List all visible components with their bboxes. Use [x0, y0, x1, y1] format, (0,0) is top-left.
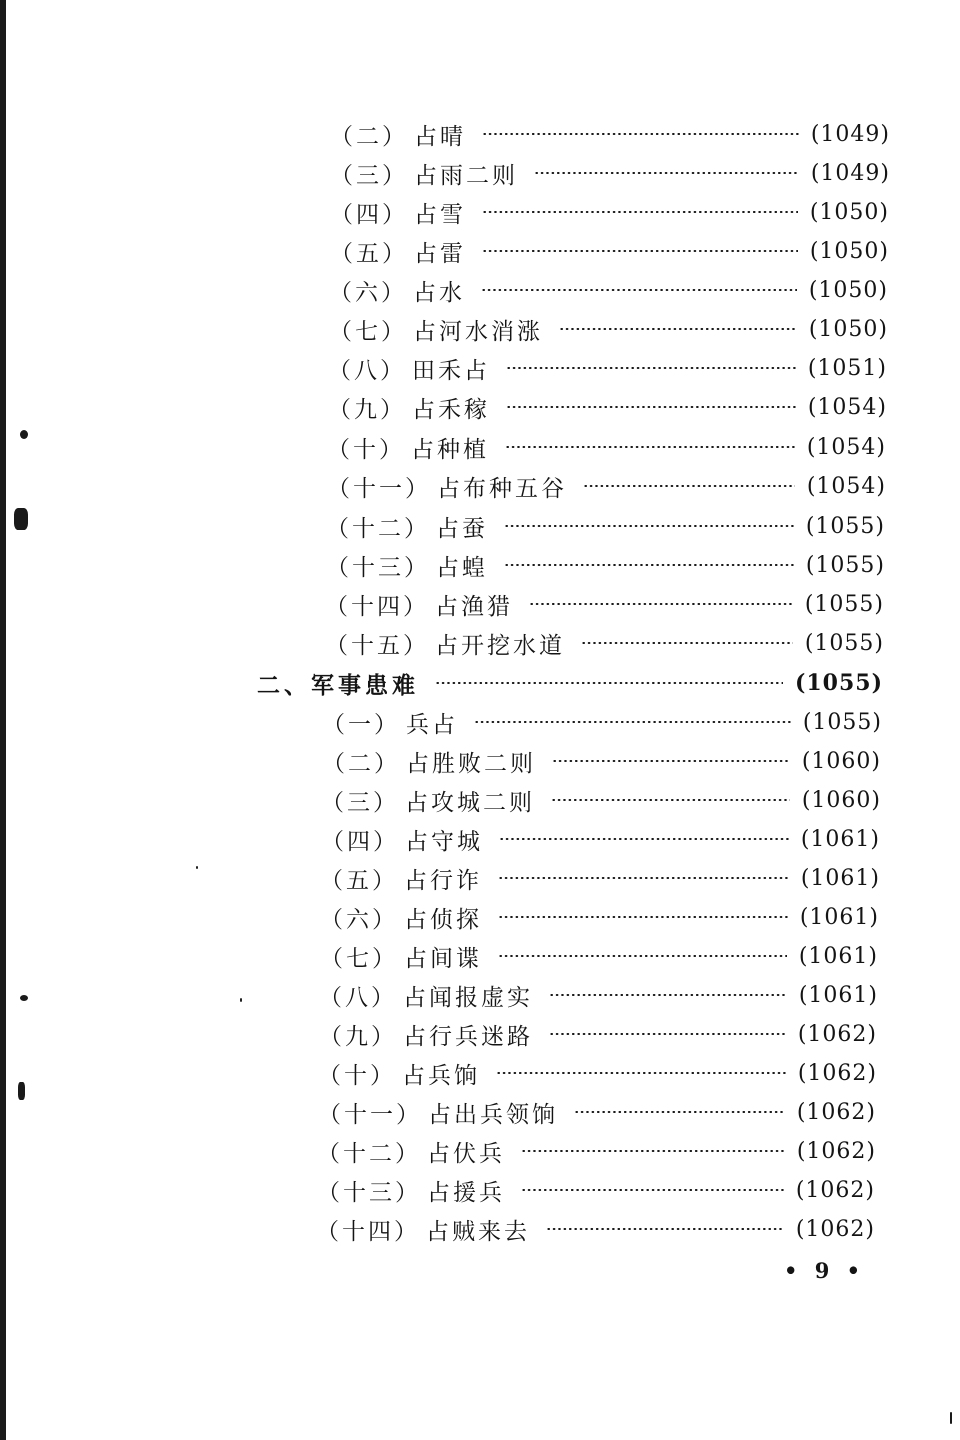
entry-number: （五） [330, 240, 408, 267]
toc-entry [325, 625, 884, 661]
toc-entry [322, 704, 882, 740]
entry-number: （七） [320, 945, 398, 972]
toc-entry [329, 272, 888, 308]
entry-title: 兵占 [406, 711, 458, 738]
entry-title: 占闻报虚实 [403, 984, 533, 1011]
dot-leader [496, 1072, 786, 1074]
entry-number: （一） [322, 711, 400, 738]
entry-page: (1062) [795, 1216, 875, 1242]
entry-title: 占开挖水道 [435, 632, 565, 659]
toc-entry [326, 508, 885, 544]
dot-leader [546, 1228, 784, 1230]
entry-title: 占贼来去 [426, 1218, 530, 1245]
dot-leader [482, 250, 798, 252]
toc-entry [327, 429, 886, 465]
entry-title: 占行诈 [404, 867, 482, 894]
toc-entry [321, 821, 880, 857]
entry-title: 田禾占 [412, 357, 490, 384]
scan-speck [20, 430, 28, 439]
dot-leader [506, 367, 796, 369]
toc-entry [322, 743, 881, 779]
entry-page: (1060) [801, 748, 881, 774]
entry-title: 占攻城二则 [405, 789, 535, 816]
entry-number: （八） [319, 984, 397, 1011]
scan-speck [240, 998, 242, 1002]
toc-entry [329, 311, 888, 347]
entry-number: （三） [330, 162, 408, 189]
entry-number: （六） [329, 279, 407, 306]
entry-title: 占侦探 [404, 906, 482, 933]
entry-page: (1055) [804, 630, 884, 656]
dot-leader [559, 328, 797, 330]
dot-leader [498, 877, 789, 879]
page-number: • 9 • [784, 1258, 866, 1283]
entry-page: (1061) [798, 943, 878, 969]
dot-leader [505, 446, 795, 448]
section-title: 二、军事患难 [257, 671, 419, 699]
entry-page: (1062) [797, 1021, 877, 1047]
entry-number: （十） [318, 1062, 396, 1089]
entry-number: （二） [330, 123, 408, 150]
scan-speck [196, 866, 198, 869]
dot-leader [482, 211, 798, 213]
dot-leader [552, 760, 790, 762]
entry-page: (1054) [806, 473, 886, 499]
entry-page: (1055) [802, 709, 882, 735]
entry-title: 占雪 [414, 201, 466, 228]
dot-leader [435, 682, 783, 684]
entry-title: 占蝗 [436, 554, 488, 581]
entry-title: 占出兵领饷 [428, 1101, 558, 1128]
entry-title: 占伏兵 [427, 1140, 505, 1167]
toc-entry [325, 586, 884, 622]
dot-leader [481, 289, 797, 291]
entry-title: 占蚕 [436, 515, 488, 542]
entry-page: (1054) [807, 394, 887, 420]
toc-entry [316, 1211, 875, 1247]
dot-leader [551, 799, 790, 801]
entry-page: (1062) [795, 1177, 875, 1203]
toc-entry [326, 547, 885, 583]
entry-title: 占种植 [411, 436, 489, 463]
toc-entry [330, 155, 890, 191]
entry-number: （五） [320, 867, 398, 894]
dot-leader [574, 1111, 785, 1113]
entry-number: （四） [321, 828, 399, 855]
toc-entry [321, 782, 881, 818]
entry-title: 占胜败二则 [406, 750, 536, 777]
entry-title: 占兵饷 [402, 1062, 480, 1089]
dot-leader [521, 1189, 784, 1191]
entry-number: （十二） [326, 515, 430, 542]
entry-number: （四） [330, 201, 408, 228]
toc-entry [317, 1172, 875, 1208]
entry-page: (1050) [808, 277, 888, 303]
dot-leader [504, 525, 794, 527]
entry-page: (1050) [809, 199, 889, 225]
entry-page: (1060) [801, 787, 881, 813]
entry-page: (1055) [805, 513, 885, 539]
entry-title: 占渔猎 [435, 593, 513, 620]
entry-title: 占间谍 [404, 945, 482, 972]
entry-page: (1061) [800, 826, 880, 852]
dot-leader [506, 406, 796, 408]
entry-page: (1049) [810, 160, 890, 186]
toc-entry [319, 977, 878, 1013]
entry-page: (1050) [809, 238, 889, 264]
toc-entry [330, 233, 889, 269]
entry-title: 占雨二则 [414, 162, 518, 189]
toc-entry [327, 468, 886, 504]
dot-leader [474, 721, 791, 723]
entry-page: (1049) [810, 121, 890, 147]
entry-number: （十三） [326, 554, 430, 581]
scan-speck [950, 1412, 952, 1424]
entry-number: （三） [321, 789, 399, 816]
toc-entry [330, 116, 890, 152]
entry-number: （十四） [325, 593, 429, 620]
entry-number: （八） [328, 357, 406, 384]
entry-title: 占晴 [414, 123, 466, 150]
dot-leader [521, 1150, 785, 1152]
toc-entry [317, 1133, 876, 1169]
entry-number: （九） [319, 1023, 397, 1050]
entry-title: 占河水消涨 [413, 318, 543, 345]
dot-leader [529, 603, 793, 605]
entry-page: (1061) [798, 982, 878, 1008]
entry-number: （十五） [325, 632, 429, 659]
entry-number: （十一） [327, 475, 431, 502]
dot-leader [482, 133, 799, 135]
toc-entry [318, 1094, 876, 1130]
entry-title: 占禾稼 [412, 396, 490, 423]
toc-entry [320, 938, 878, 974]
toc-entry [320, 860, 880, 896]
toc-entry [319, 1016, 877, 1052]
dot-leader [549, 1033, 786, 1035]
entry-number: （七） [329, 318, 407, 345]
entry-number: （十三） [317, 1179, 421, 1206]
dot-leader [534, 172, 799, 174]
entry-number: （十四） [316, 1218, 420, 1245]
entry-page: (1055) [805, 552, 885, 578]
scan-speck [18, 1082, 25, 1100]
dot-leader [504, 564, 794, 566]
entry-title: 占布种五谷 [437, 475, 567, 502]
entry-title: 占水 [413, 279, 465, 306]
scan-speck [20, 995, 28, 1001]
entry-page: (1062) [796, 1138, 876, 1164]
dot-leader [498, 955, 787, 957]
entry-title: 占守城 [405, 828, 483, 855]
dot-leader [549, 994, 787, 996]
toc-entry [318, 1055, 877, 1091]
entry-page: (1062) [797, 1060, 877, 1086]
entry-page: (1061) [800, 865, 880, 891]
toc-entry [328, 350, 887, 386]
entry-title: 占雷 [414, 240, 466, 267]
entry-page: (1062) [796, 1099, 876, 1125]
entry-page: (1050) [808, 316, 888, 342]
toc-entry [328, 389, 887, 425]
entry-number: （十一） [318, 1101, 422, 1128]
entry-title: 占行兵迷路 [403, 1023, 533, 1050]
dot-leader [581, 642, 793, 644]
dot-leader [583, 485, 795, 487]
dot-leader [498, 916, 788, 918]
entry-number: （六） [320, 906, 398, 933]
entry-number: （二） [322, 750, 400, 777]
entry-title: 占援兵 [427, 1179, 505, 1206]
scan-speck [14, 508, 28, 530]
entry-number: （十二） [317, 1140, 421, 1167]
entry-page: (1055) [794, 670, 883, 696]
toc-entry [320, 899, 879, 935]
entry-page: (1054) [806, 434, 886, 460]
entry-number: （九） [328, 396, 406, 423]
entry-page: (1055) [804, 591, 884, 617]
entry-number: （十） [327, 436, 405, 463]
toc-section-heading [257, 665, 883, 701]
entry-page: (1061) [799, 904, 879, 930]
entry-page: (1051) [807, 355, 887, 381]
dot-leader [499, 838, 789, 840]
toc-entry [330, 194, 889, 230]
